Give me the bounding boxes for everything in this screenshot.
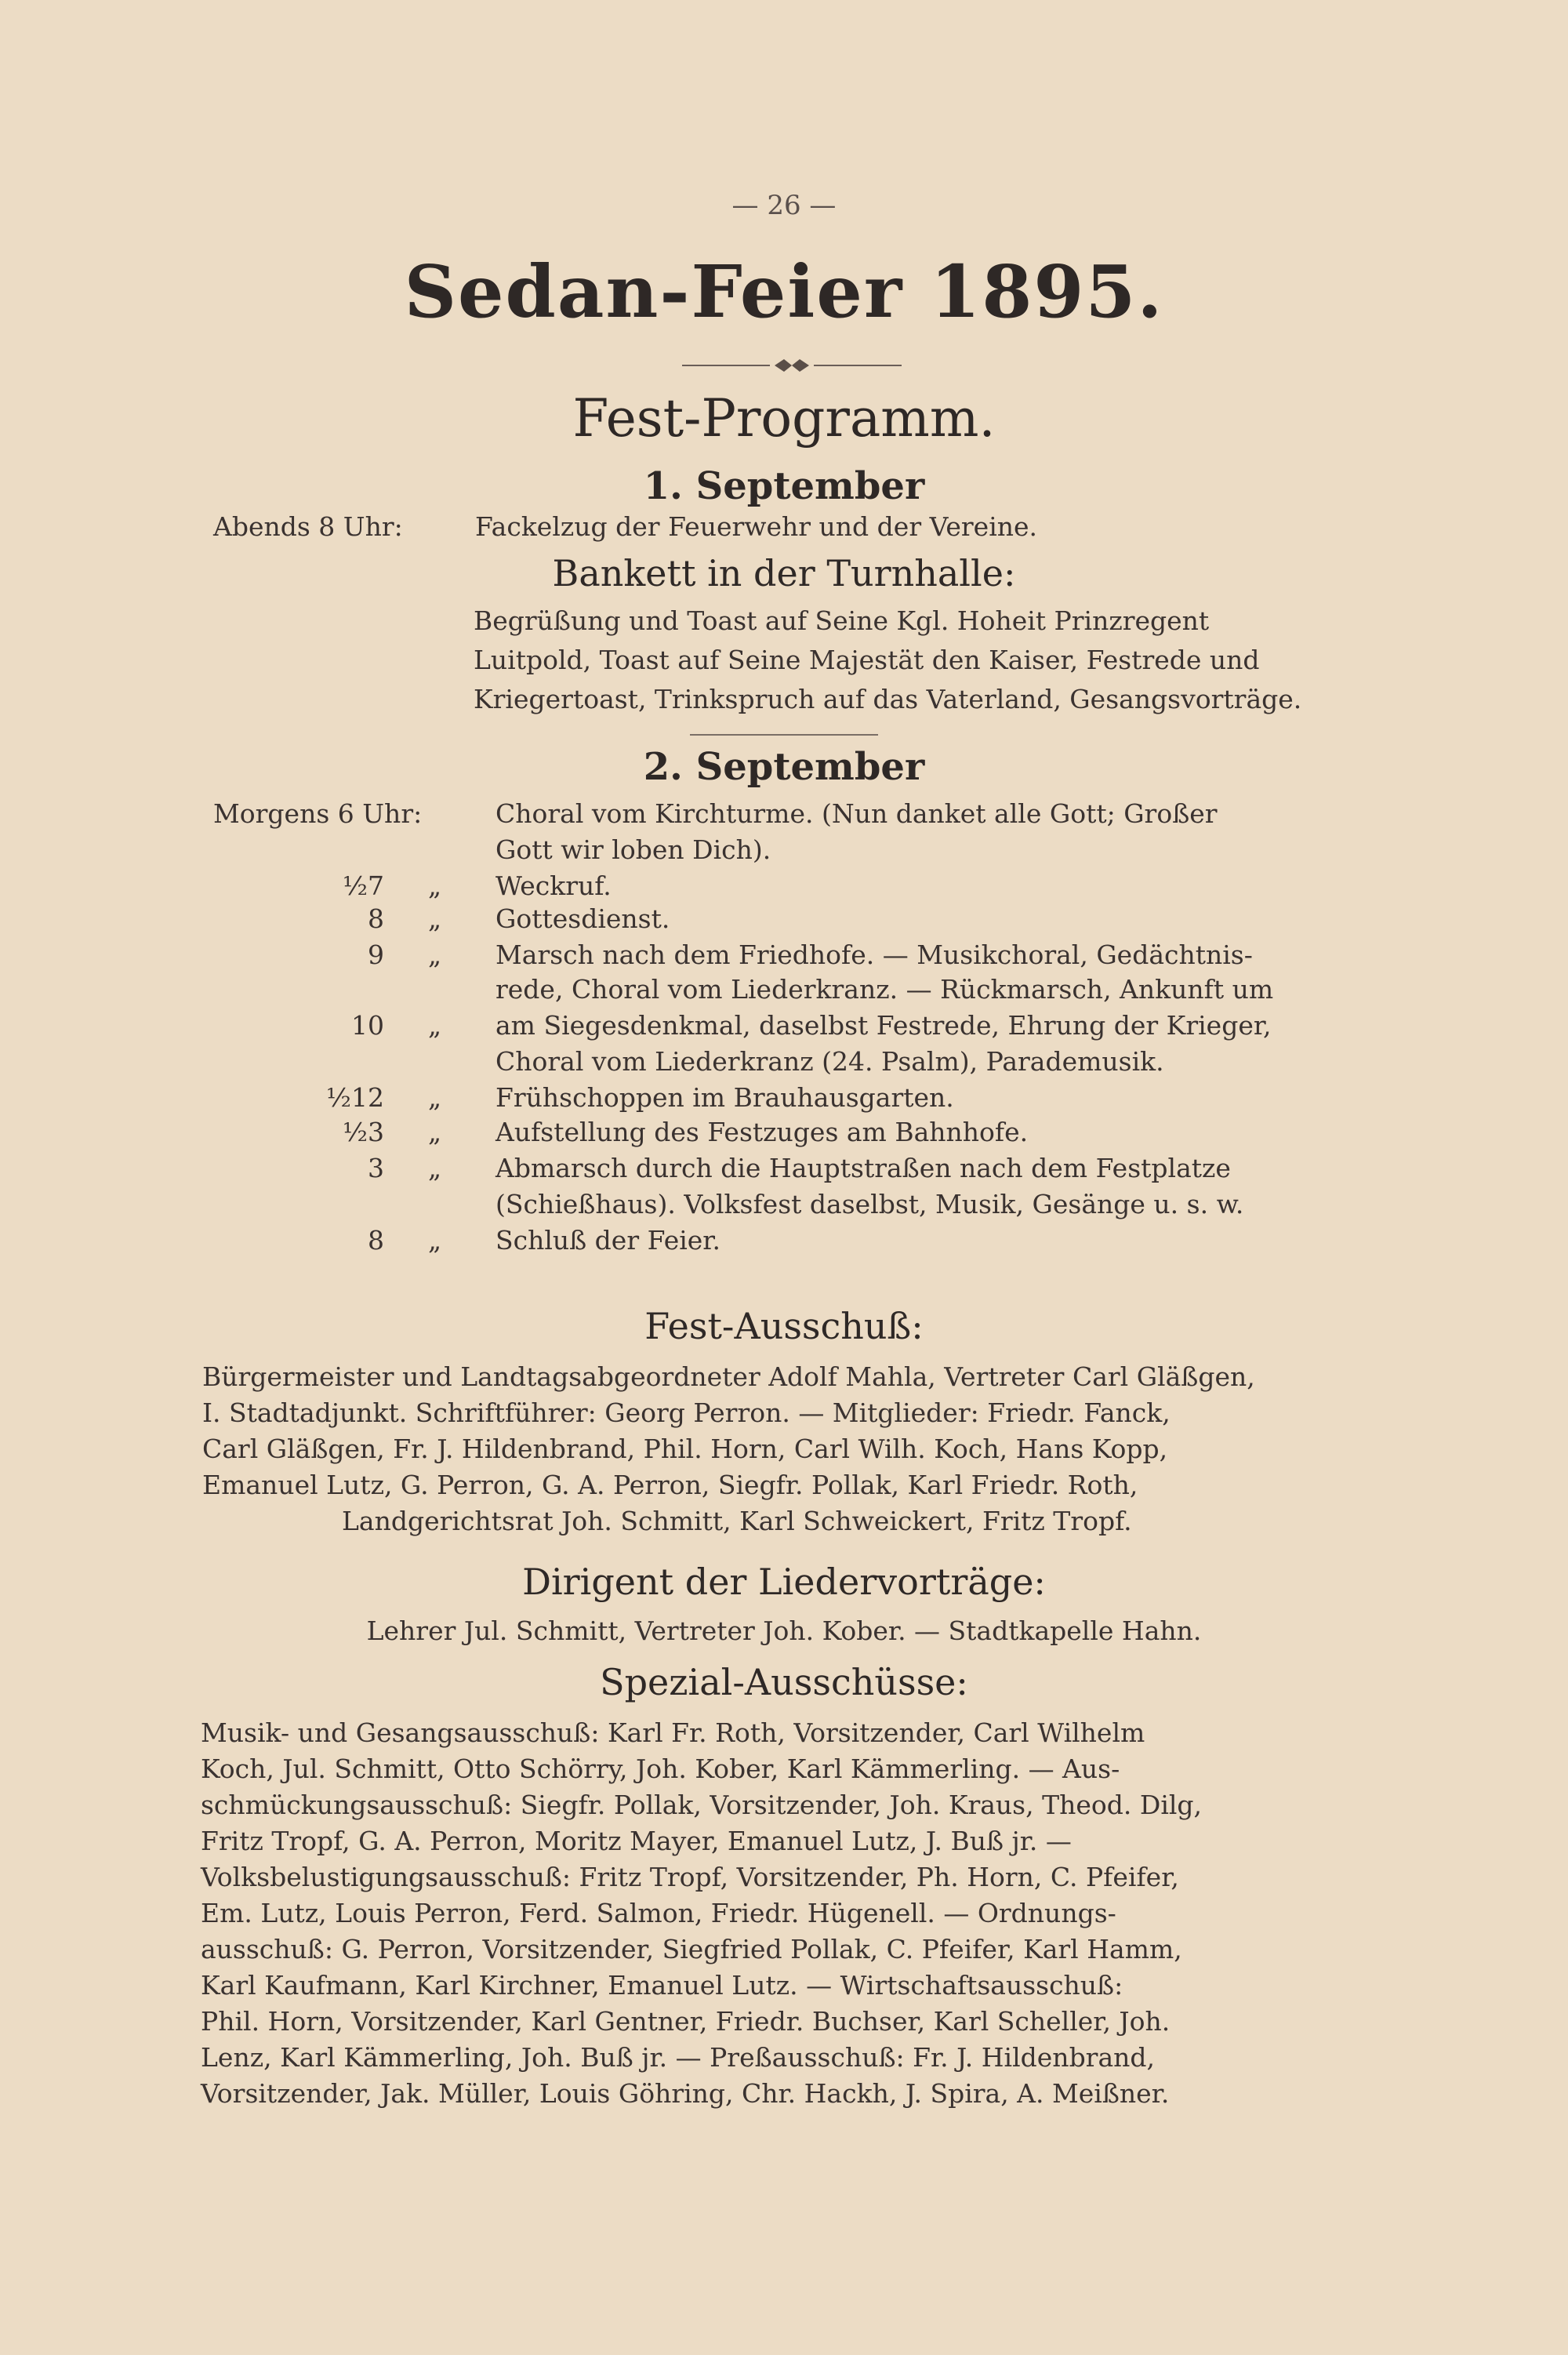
schedule-time: 9 — [368, 939, 384, 970]
schedule-time: ½7 — [343, 870, 384, 901]
special-line: schmückungsausschuß: Siegfr. Pollak, Vorsitzender, Joh. Kraus, Theod. Dilg, — [201, 1790, 1203, 1820]
schedule-item: Abmarsch durch die Hauptstraßen nach dem Festplatze — [495, 1153, 1231, 1183]
conductor-line: Lehrer Jul. Schmitt, Vertreter Joh. Kober. — Stadtkapelle Hahn. — [366, 1615, 1202, 1646]
schedule-time: 10 — [351, 1010, 384, 1041]
schedule-time: 3 — [368, 1153, 384, 1183]
special-line: Volksbelustigungsausschuß: Fritz Tropf, Vorsitzender, Ph. Horn, C. Pfeifer, — [201, 1862, 1179, 1892]
committee-line: Bürgermeister und Landtagsabgeordneter Adolf Mahla, Vertreter Carl Gläßgen, — [202, 1361, 1255, 1392]
ditto-mark: „ — [428, 1153, 442, 1183]
committee-line: I. Stadtadjunkt. Schriftführer: Georg Perron. — Mitglieder: Friedr. Fanck, — [202, 1397, 1171, 1428]
schedule-item: Gottesdienst. — [495, 903, 670, 934]
schedule-item: Aufstellung des Festzuges am Bahnhofe. — [495, 1117, 1029, 1147]
ditto-mark: „ — [428, 1225, 442, 1256]
schedule-item: rede, Choral vom Liederkranz. — Rückmarsch, Ankunft um — [495, 974, 1274, 1005]
special-line: Fritz Tropf, G. A. Perron, Moritz Mayer, Emanuel Lutz, J. Buß jr. — — [201, 1826, 1072, 1856]
banquet-line: Begrüßung und Toast auf Seine Kgl. Hoheit Prinzregent — [474, 605, 1210, 636]
special-line: Koch, Jul. Schmitt, Otto Schörry, Joh. Kober, Karl Kämmerling. — Aus- — [201, 1754, 1120, 1784]
day2-heading: 2. September — [643, 745, 925, 789]
ditto-mark: „ — [428, 903, 442, 934]
schedule-item: Marsch nach dem Friedhofe. — Musikchoral, Gedächtnis- — [495, 939, 1253, 970]
schedule-item: Choral vom Liederkranz (24. Psalm), Parademusik. — [495, 1046, 1164, 1077]
schedule-item: Weckruf. — [495, 870, 612, 901]
day1-heading: 1. September — [643, 464, 925, 508]
schedule-time: ½12 — [326, 1082, 384, 1113]
conductor-heading: Dirigent der Liedervorträge: — [522, 1561, 1046, 1603]
committee-heading: Fest-Ausschuß: — [644, 1305, 924, 1347]
day1-time: Abends 8 Uhr: — [213, 511, 403, 542]
special-line: Em. Lutz, Louis Perron, Ferd. Salmon, Friedr. Hügenell. — Ordnungs- — [201, 1898, 1116, 1928]
schedule-time: 8 — [368, 1225, 384, 1256]
ditto-mark: „ — [428, 939, 442, 970]
special-heading: Spezial-Ausschüsse: — [600, 1661, 968, 1703]
banquet-heading: Bankett in der Turnhalle: — [552, 552, 1016, 594]
schedule-item: (Schießhaus). Volksfest daselbst, Musik, Gesänge u. s. w. — [495, 1189, 1244, 1219]
special-line: ausschuß: G. Perron, Vorsitzender, Siegfried Pollak, C. Pfeifer, Karl Hamm, — [201, 1934, 1182, 1964]
committee-line: Emanuel Lutz, G. Perron, G. A. Perron, Siegfr. Pollak, Karl Friedr. Roth, — [202, 1470, 1138, 1500]
day2-first-time: Morgens 6 Uhr: — [213, 798, 423, 829]
day2-first-event: Choral vom Kirchturme. (Nun danket alle Gott; Großer — [495, 798, 1218, 829]
page-number: — 26 — — [731, 190, 837, 221]
title-ornament — [682, 351, 902, 380]
special-line: Karl Kaufmann, Karl Kirchner, Emanuel Lutz. — Wirtschaftsausschuß: — [201, 1970, 1123, 2001]
committee-line: Carl Gläßgen, Fr. J. Hildenbrand, Phil. Horn, Carl Wilh. Koch, Hans Kopp, — [202, 1434, 1168, 1464]
special-line: Vorsitzender, Jak. Müller, Louis Göhring, Chr. Hackh, J. Spira, A. Meißner. — [201, 2078, 1170, 2109]
section-divider — [690, 734, 878, 736]
special-line: Phil. Horn, Vorsitzender, Karl Gentner, Friedr. Buchser, Karl Scheller, Joh. — [201, 2006, 1171, 2037]
special-line: Lenz, Karl Kämmerling, Joh. Buß jr. — Preßausschuß: Fr. J. Hildenbrand, — [201, 2042, 1156, 2073]
banquet-line: Kriegertoast, Trinkspruch auf das Vaterland, Gesangsvorträge. — [474, 684, 1302, 714]
day2-first-event: Gott wir loben Dich). — [495, 834, 771, 865]
schedule-item: am Siegesdenkmal, daselbst Festrede, Ehrung der Krieger, — [495, 1010, 1272, 1041]
schedule-item: Frühschoppen im Brauhausgarten. — [495, 1082, 954, 1113]
schedule-item: Schluß der Feier. — [495, 1225, 720, 1256]
ditto-mark: „ — [428, 870, 442, 901]
ditto-mark: „ — [428, 1117, 442, 1147]
program-subtitle: Fest-Programm. — [572, 388, 996, 449]
schedule-time: ½3 — [343, 1117, 384, 1147]
banquet-line: Luitpold, Toast auf Seine Majestät den Kaiser, Festrede und — [474, 645, 1260, 675]
schedule-time: 8 — [368, 903, 384, 934]
day1-event: Fackelzug der Feuerwehr und der Vereine. — [475, 511, 1038, 542]
special-line: Musik- und Gesangsausschuß: Karl Fr. Roth, Vorsitzender, Carl Wilhelm — [201, 1717, 1145, 1748]
ditto-mark: „ — [428, 1010, 442, 1041]
page-title: Sedan-Feier 1895. — [404, 249, 1164, 334]
ditto-mark: „ — [428, 1082, 442, 1113]
committee-line: Landgerichtsrat Joh. Schmitt, Karl Schweickert, Fritz Tropf. — [342, 1506, 1132, 1536]
